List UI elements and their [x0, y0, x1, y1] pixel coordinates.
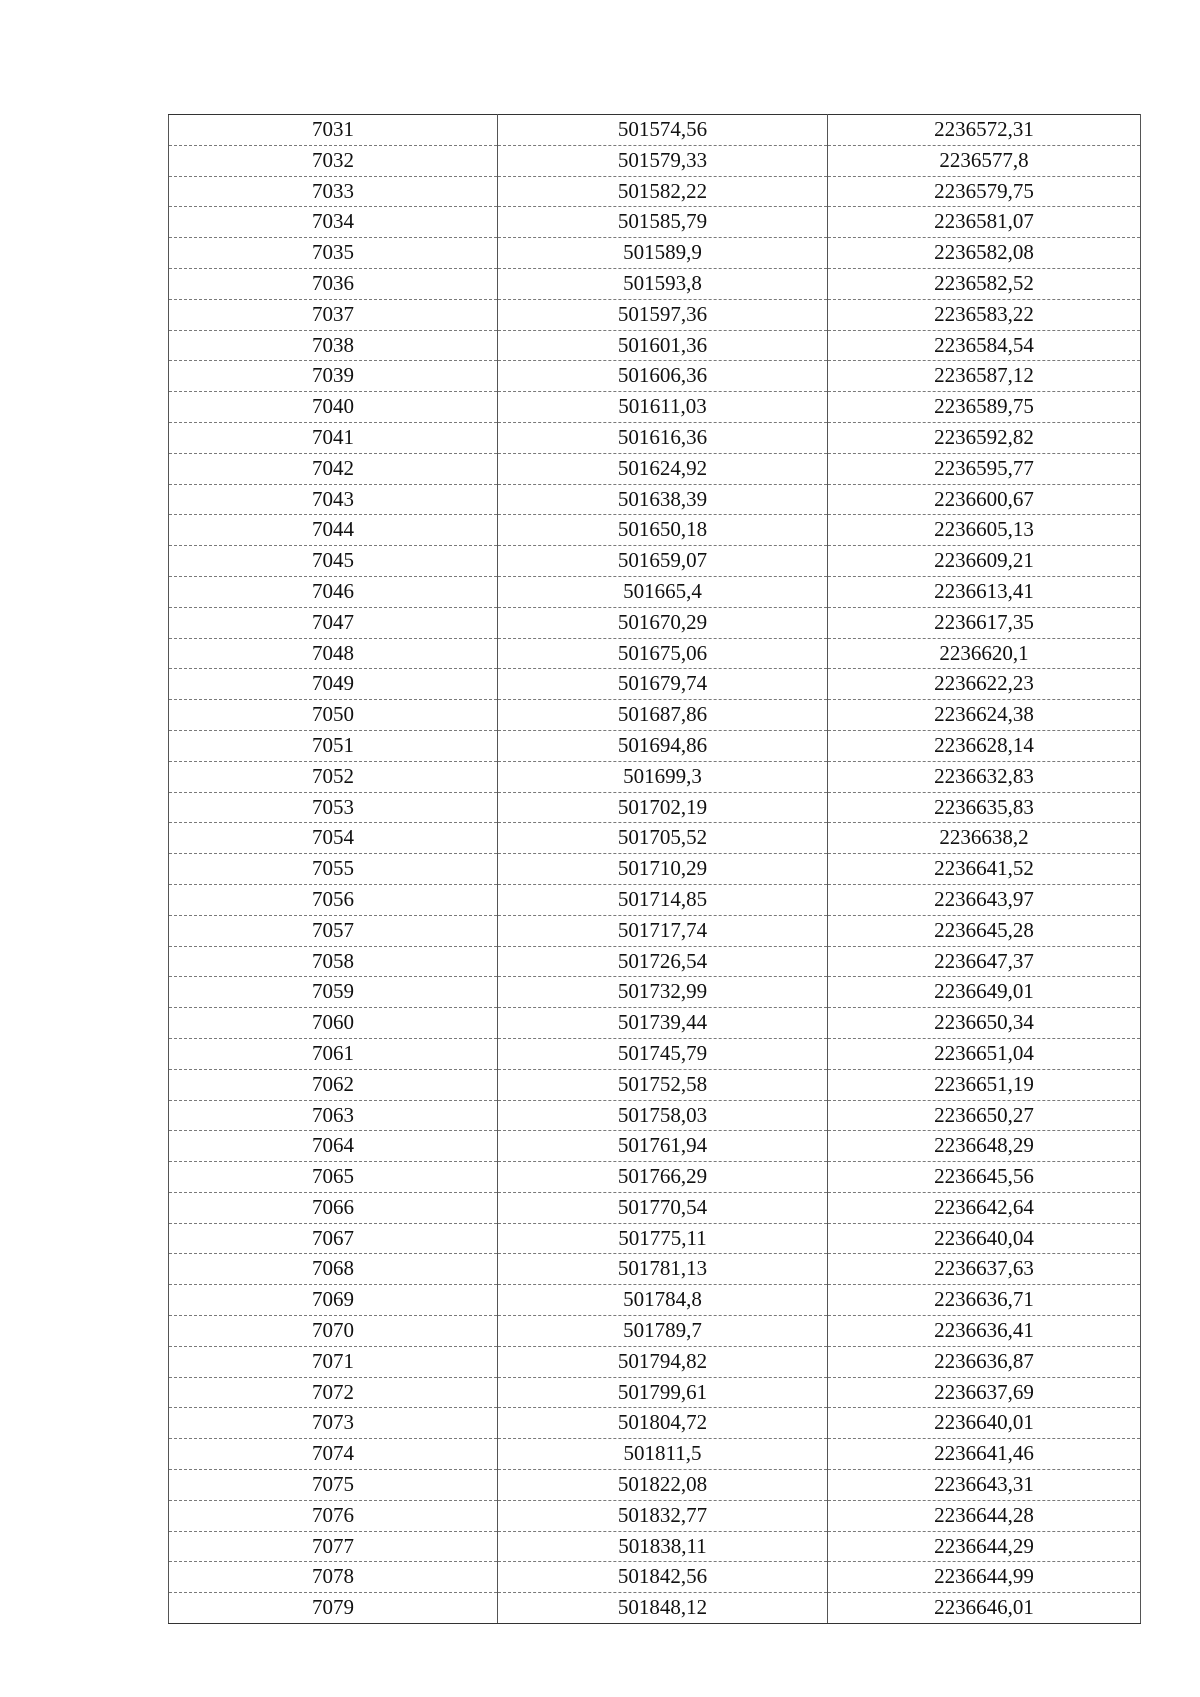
- table-row: [169, 1562, 1141, 1593]
- table-row: [169, 453, 1141, 484]
- point-number-cell: 7031: [169, 115, 498, 146]
- x-coordinate-cell: 501789,7: [498, 1316, 828, 1347]
- table-row: [169, 1192, 1141, 1223]
- point-number-cell: 7060: [169, 1008, 498, 1039]
- x-coordinate-cell: 501784,8: [498, 1285, 828, 1316]
- y-coordinate-cell: 2236643,31: [828, 1470, 1141, 1501]
- x-coordinate-cell: 501761,94: [498, 1131, 828, 1162]
- table-row: [169, 576, 1141, 607]
- y-coordinate-cell: 2236649,01: [828, 977, 1141, 1008]
- table-row: [169, 176, 1141, 207]
- y-coordinate-cell: 2236642,64: [828, 1192, 1141, 1223]
- table-row: [169, 761, 1141, 792]
- point-number-cell: 7069: [169, 1285, 498, 1316]
- y-coordinate-cell: 2236582,52: [828, 268, 1141, 299]
- x-coordinate-cell: 501601,36: [498, 330, 828, 361]
- x-coordinate-cell: 501650,18: [498, 515, 828, 546]
- table-row: [169, 854, 1141, 885]
- table-row: [169, 1008, 1141, 1039]
- point-number-cell: 7056: [169, 884, 498, 915]
- point-number-cell: 7037: [169, 299, 498, 330]
- point-number-cell: 7035: [169, 238, 498, 269]
- point-number-cell: 7057: [169, 915, 498, 946]
- y-coordinate-cell: 2236645,28: [828, 915, 1141, 946]
- point-number-cell: 7047: [169, 607, 498, 638]
- x-coordinate-cell: 501726,54: [498, 946, 828, 977]
- coordinates-table: [168, 114, 1141, 1624]
- x-coordinate-cell: 501714,85: [498, 884, 828, 915]
- x-coordinate-cell: 501848,12: [498, 1593, 828, 1624]
- point-number-cell: 7043: [169, 484, 498, 515]
- point-number-cell: 7051: [169, 730, 498, 761]
- point-number-cell: 7079: [169, 1593, 498, 1624]
- x-coordinate-cell: 501794,82: [498, 1346, 828, 1377]
- y-coordinate-cell: 2236620,1: [828, 638, 1141, 669]
- point-number-cell: 7073: [169, 1408, 498, 1439]
- table-row: [169, 607, 1141, 638]
- y-coordinate-cell: 2236581,07: [828, 207, 1141, 238]
- y-coordinate-cell: 2236645,56: [828, 1162, 1141, 1193]
- table-row: [169, 238, 1141, 269]
- point-number-cell: 7078: [169, 1562, 498, 1593]
- point-number-cell: 7070: [169, 1316, 498, 1347]
- point-number-cell: 7054: [169, 823, 498, 854]
- table-row: [169, 484, 1141, 515]
- table-row: [169, 1531, 1141, 1562]
- point-number-cell: 7064: [169, 1131, 498, 1162]
- y-coordinate-cell: 2236595,77: [828, 453, 1141, 484]
- y-coordinate-cell: 2236584,54: [828, 330, 1141, 361]
- point-number-cell: 7071: [169, 1346, 498, 1377]
- table-row: [169, 115, 1141, 146]
- x-coordinate-cell: 501832,77: [498, 1500, 828, 1531]
- y-coordinate-cell: 2236636,71: [828, 1285, 1141, 1316]
- x-coordinate-cell: 501606,36: [498, 361, 828, 392]
- x-coordinate-cell: 501597,36: [498, 299, 828, 330]
- table-row: [169, 730, 1141, 761]
- point-number-cell: 7053: [169, 792, 498, 823]
- point-number-cell: 7038: [169, 330, 498, 361]
- y-coordinate-cell: 2236589,75: [828, 392, 1141, 423]
- table-row: [169, 392, 1141, 423]
- point-number-cell: 7048: [169, 638, 498, 669]
- table-row: [169, 1100, 1141, 1131]
- table-row: [169, 1316, 1141, 1347]
- point-number-cell: 7058: [169, 946, 498, 977]
- table-row: [169, 330, 1141, 361]
- table-row: [169, 700, 1141, 731]
- table-row: [169, 515, 1141, 546]
- y-coordinate-cell: 2236624,38: [828, 700, 1141, 731]
- y-coordinate-cell: 2236600,67: [828, 484, 1141, 515]
- y-coordinate-cell: 2236643,97: [828, 884, 1141, 915]
- table-row: [169, 546, 1141, 577]
- table-row: [169, 638, 1141, 669]
- x-coordinate-cell: 501638,39: [498, 484, 828, 515]
- x-coordinate-cell: 501699,3: [498, 761, 828, 792]
- y-coordinate-cell: 2236641,52: [828, 854, 1141, 885]
- y-coordinate-cell: 2236617,35: [828, 607, 1141, 638]
- y-coordinate-cell: 2236613,41: [828, 576, 1141, 607]
- table-row: [169, 1038, 1141, 1069]
- table-row: [169, 1131, 1141, 1162]
- table-row: [169, 207, 1141, 238]
- x-coordinate-cell: 501799,61: [498, 1377, 828, 1408]
- y-coordinate-cell: 2236641,46: [828, 1439, 1141, 1470]
- point-number-cell: 7074: [169, 1439, 498, 1470]
- x-coordinate-cell: 501670,29: [498, 607, 828, 638]
- point-number-cell: 7072: [169, 1377, 498, 1408]
- y-coordinate-cell: 2236650,27: [828, 1100, 1141, 1131]
- y-coordinate-cell: 2236644,29: [828, 1531, 1141, 1562]
- x-coordinate-cell: 501717,74: [498, 915, 828, 946]
- table-row: [169, 1593, 1141, 1624]
- x-coordinate-cell: 501758,03: [498, 1100, 828, 1131]
- y-coordinate-cell: 2236628,14: [828, 730, 1141, 761]
- x-coordinate-cell: 501624,92: [498, 453, 828, 484]
- y-coordinate-cell: 2236637,69: [828, 1377, 1141, 1408]
- y-coordinate-cell: 2236650,34: [828, 1008, 1141, 1039]
- y-coordinate-cell: 2236587,12: [828, 361, 1141, 392]
- y-coordinate-cell: 2236579,75: [828, 176, 1141, 207]
- point-number-cell: 7036: [169, 268, 498, 299]
- table-row: [169, 361, 1141, 392]
- x-coordinate-cell: 501811,5: [498, 1439, 828, 1470]
- table-row: [169, 669, 1141, 700]
- x-coordinate-cell: 501665,4: [498, 576, 828, 607]
- table-row: [169, 1162, 1141, 1193]
- table-row: [169, 1408, 1141, 1439]
- x-coordinate-cell: 501732,99: [498, 977, 828, 1008]
- x-coordinate-cell: 501582,22: [498, 176, 828, 207]
- y-coordinate-cell: 2236632,83: [828, 761, 1141, 792]
- y-coordinate-cell: 2236635,83: [828, 792, 1141, 823]
- point-number-cell: 7052: [169, 761, 498, 792]
- y-coordinate-cell: 2236622,23: [828, 669, 1141, 700]
- point-number-cell: 7045: [169, 546, 498, 577]
- y-coordinate-cell: 2236640,01: [828, 1408, 1141, 1439]
- y-coordinate-cell: 2236605,13: [828, 515, 1141, 546]
- table-row: [169, 1346, 1141, 1377]
- table-row: [169, 299, 1141, 330]
- table-row: [169, 1439, 1141, 1470]
- table-row: [169, 1254, 1141, 1285]
- y-coordinate-cell: 2236583,22: [828, 299, 1141, 330]
- x-coordinate-cell: 501766,29: [498, 1162, 828, 1193]
- x-coordinate-cell: 501616,36: [498, 422, 828, 453]
- coordinates-table-body: [169, 115, 1141, 1624]
- table-row: [169, 1069, 1141, 1100]
- x-coordinate-cell: 501611,03: [498, 392, 828, 423]
- point-number-cell: 7041: [169, 422, 498, 453]
- y-coordinate-cell: 2236651,04: [828, 1038, 1141, 1069]
- y-coordinate-cell: 2236592,82: [828, 422, 1141, 453]
- x-coordinate-cell: 501804,72: [498, 1408, 828, 1439]
- y-coordinate-cell: 2236646,01: [828, 1593, 1141, 1624]
- y-coordinate-cell: 2236638,2: [828, 823, 1141, 854]
- table-row: [169, 792, 1141, 823]
- x-coordinate-cell: 501739,44: [498, 1008, 828, 1039]
- point-number-cell: 7044: [169, 515, 498, 546]
- x-coordinate-cell: 501752,58: [498, 1069, 828, 1100]
- y-coordinate-cell: 2236648,29: [828, 1131, 1141, 1162]
- x-coordinate-cell: 501775,11: [498, 1223, 828, 1254]
- point-number-cell: 7075: [169, 1470, 498, 1501]
- point-number-cell: 7077: [169, 1531, 498, 1562]
- y-coordinate-cell: 2236636,87: [828, 1346, 1141, 1377]
- point-number-cell: 7068: [169, 1254, 498, 1285]
- y-coordinate-cell: 2236572,31: [828, 115, 1141, 146]
- point-number-cell: 7062: [169, 1069, 498, 1100]
- y-coordinate-cell: 2236582,08: [828, 238, 1141, 269]
- y-coordinate-cell: 2236640,04: [828, 1223, 1141, 1254]
- y-coordinate-cell: 2236651,19: [828, 1069, 1141, 1100]
- table-row: [169, 977, 1141, 1008]
- x-coordinate-cell: 501781,13: [498, 1254, 828, 1285]
- x-coordinate-cell: 501574,56: [498, 115, 828, 146]
- x-coordinate-cell: 501679,74: [498, 669, 828, 700]
- point-number-cell: 7032: [169, 145, 498, 176]
- point-number-cell: 7066: [169, 1192, 498, 1223]
- table-row: [169, 145, 1141, 176]
- point-number-cell: 7063: [169, 1100, 498, 1131]
- y-coordinate-cell: 2236609,21: [828, 546, 1141, 577]
- x-coordinate-cell: 501838,11: [498, 1531, 828, 1562]
- point-number-cell: 7055: [169, 854, 498, 885]
- x-coordinate-cell: 501705,52: [498, 823, 828, 854]
- table-row: [169, 915, 1141, 946]
- point-number-cell: 7067: [169, 1223, 498, 1254]
- table-row: [169, 422, 1141, 453]
- point-number-cell: 7050: [169, 700, 498, 731]
- x-coordinate-cell: 501770,54: [498, 1192, 828, 1223]
- point-number-cell: 7065: [169, 1162, 498, 1193]
- table-row: [169, 1285, 1141, 1316]
- table-row: [169, 268, 1141, 299]
- x-coordinate-cell: 501659,07: [498, 546, 828, 577]
- x-coordinate-cell: 501822,08: [498, 1470, 828, 1501]
- table-row: [169, 1470, 1141, 1501]
- table-row: [169, 946, 1141, 977]
- point-number-cell: 7039: [169, 361, 498, 392]
- point-number-cell: 7076: [169, 1500, 498, 1531]
- y-coordinate-cell: 2236637,63: [828, 1254, 1141, 1285]
- x-coordinate-cell: 501687,86: [498, 700, 828, 731]
- y-coordinate-cell: 2236577,8: [828, 145, 1141, 176]
- point-number-cell: 7040: [169, 392, 498, 423]
- table-row: [169, 884, 1141, 915]
- x-coordinate-cell: 501585,79: [498, 207, 828, 238]
- point-number-cell: 7061: [169, 1038, 498, 1069]
- point-number-cell: 7049: [169, 669, 498, 700]
- table-row: [169, 823, 1141, 854]
- x-coordinate-cell: 501745,79: [498, 1038, 828, 1069]
- point-number-cell: 7059: [169, 977, 498, 1008]
- y-coordinate-cell: 2236647,37: [828, 946, 1141, 977]
- x-coordinate-cell: 501589,9: [498, 238, 828, 269]
- y-coordinate-cell: 2236644,28: [828, 1500, 1141, 1531]
- x-coordinate-cell: 501710,29: [498, 854, 828, 885]
- point-number-cell: 7042: [169, 453, 498, 484]
- x-coordinate-cell: 501579,33: [498, 145, 828, 176]
- x-coordinate-cell: 501694,86: [498, 730, 828, 761]
- point-number-cell: 7046: [169, 576, 498, 607]
- point-number-cell: 7034: [169, 207, 498, 238]
- x-coordinate-cell: 501593,8: [498, 268, 828, 299]
- y-coordinate-cell: 2236636,41: [828, 1316, 1141, 1347]
- table-row: [169, 1377, 1141, 1408]
- table-row: [169, 1500, 1141, 1531]
- x-coordinate-cell: 501842,56: [498, 1562, 828, 1593]
- x-coordinate-cell: 501702,19: [498, 792, 828, 823]
- x-coordinate-cell: 501675,06: [498, 638, 828, 669]
- table-row: [169, 1223, 1141, 1254]
- point-number-cell: 7033: [169, 176, 498, 207]
- y-coordinate-cell: 2236644,99: [828, 1562, 1141, 1593]
